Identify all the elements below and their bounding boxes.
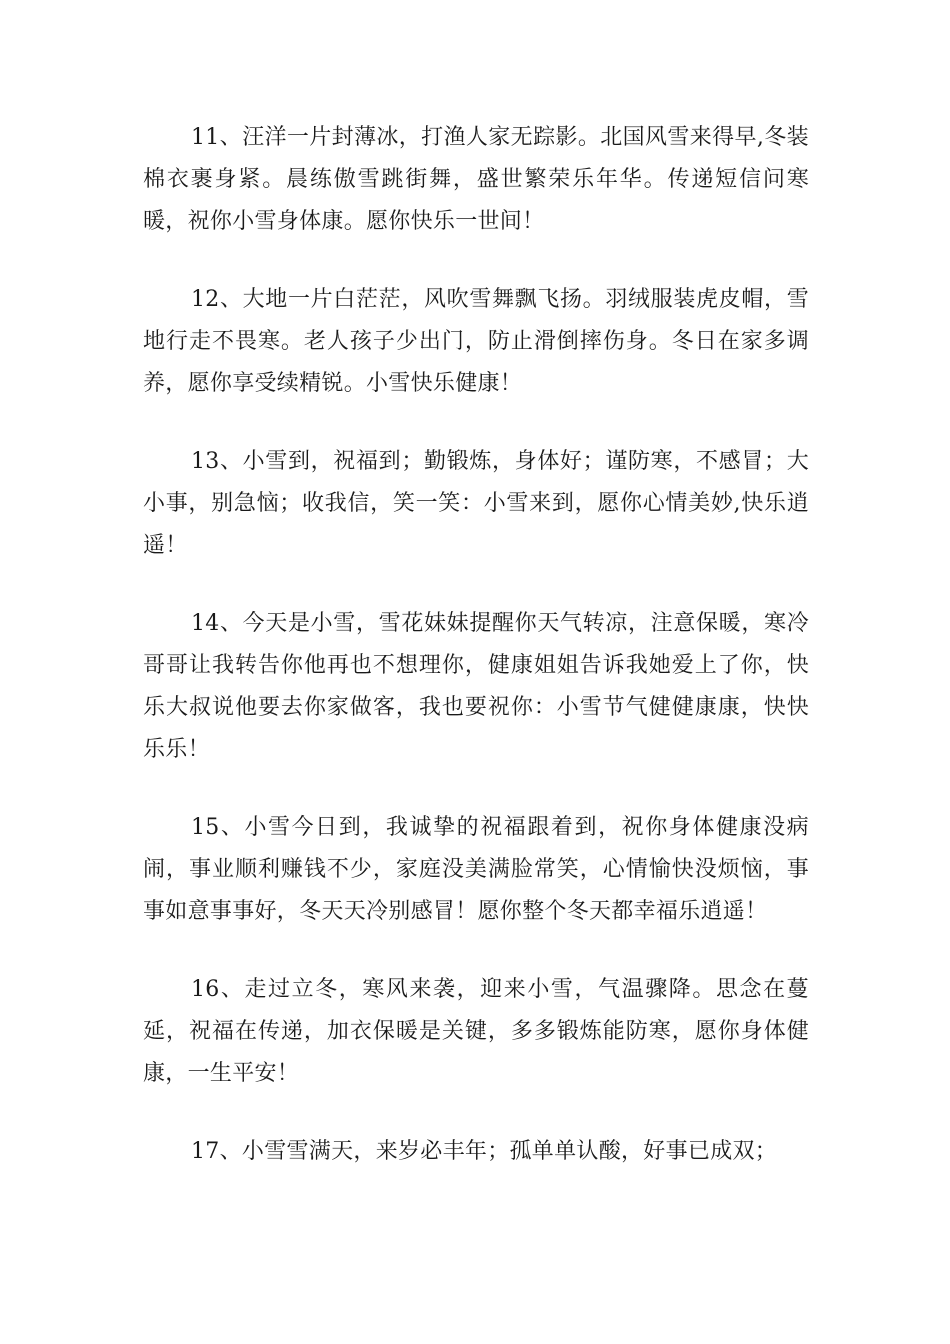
paragraph-14: 14、今天是小雪，雪花妹妹提醒你天气转凉，注意保暖，寒冷哥哥让我转告你他再也不想理你，健康姐姐告诉我她爱上了你，快乐大叔说他要去你家做客，我也要祝你：小雪节气健健康康，快快乐乐！ <box>143 611 809 762</box>
paragraph-12: 12、大地一片白茫茫，风吹雪舞飘飞扬。羽绒服装虎皮帽，雪地行走不畏寒。老人孩子少出门，防止滑倒摔伤身。冬日在家多调养，愿你享受续精锐。小雪快乐健康！ <box>143 287 809 396</box>
paragraph-13: 13、小雪到，祝福到；勤锻炼，身体好；谨防寒，不感冒；大小事，别急恼；收我信，笑一笑：小雪来到，愿你心情美妙,快乐逍遥！ <box>143 449 809 558</box>
document-body <box>143 117 809 1173</box>
paragraph-15: 15、小雪今日到，我诚挚的祝福跟着到，祝你身体健康没病闹，事业顺利赚钱不少，家庭没美满脸常笑，心情愉快没烦恼，事事如意事事好，冬天天冷别感冒！愿你整个冬天都幸福乐逍遥！ <box>143 815 809 924</box>
paragraph-17: 17、小雪雪满天，来岁必丰年；孤单单认酸，好事已成双； <box>191 1139 778 1164</box>
paragraph-16: 16、走过立冬，寒风来袭，迎来小雪，气温骤降。思念在蔓延，祝福在传递，加衣保暖是关键，多多锻炼能防寒，愿你身体健康，一生平安！ <box>143 977 809 1086</box>
paragraph-11: 11、汪洋一片封薄冰，打渔人家无踪影。北国风雪来得早,冬装棉衣裹身紧。晨练傲雪跳街舞，盛世繁荣乐年华。传递短信问寒暖，祝你小雪身体康。愿你快乐一世间！ <box>143 125 809 234</box>
